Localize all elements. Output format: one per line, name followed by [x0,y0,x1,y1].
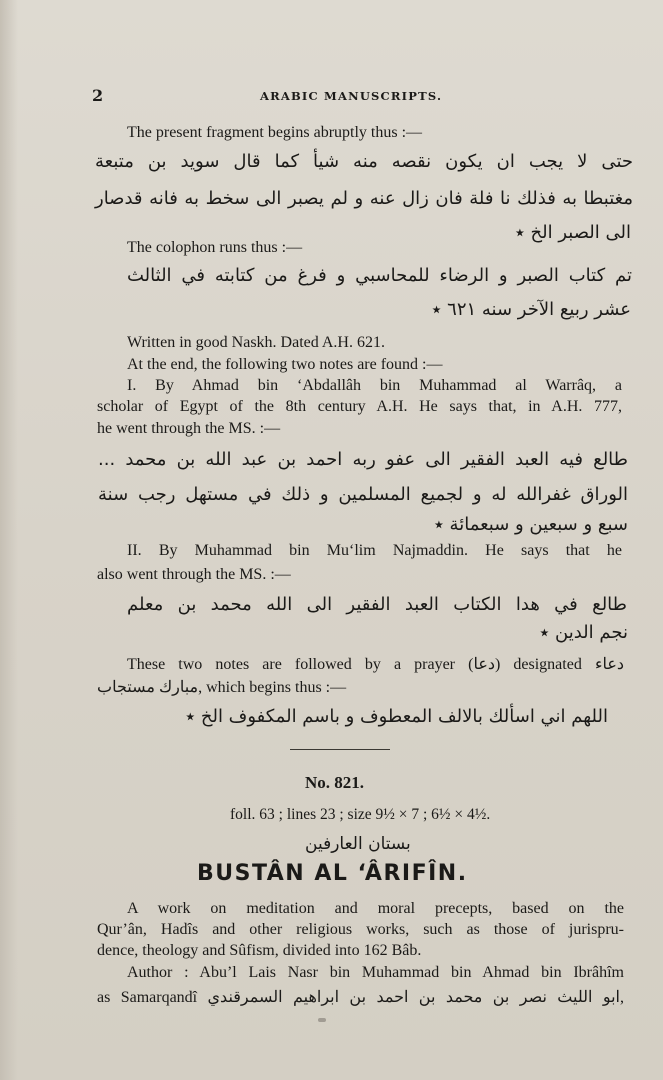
note1-arabic-line-3: سبع و سبعين و سبعمائة ٭ [434,514,628,535]
note1-line-3: he went through the MS. :— [97,420,281,437]
colophon-arabic-line-1: تم كتاب الصبر و الرضاء للمحاسبي و فرغ من كتابته في الثالث [127,265,632,286]
entry-desc-line-3: dence, theology and Sûfism, divided into 162 Bâb. [97,942,422,959]
entry-author-line-2: as Samarqandî ابو الليث نصر بن محمد بن احمد بن ابراهيم السمرقندي, [97,989,625,1006]
entry-author-line-1: Author : Abu’l Lais Nasr bin Muhammad bin Ahmad bin Ibrâhîm [127,964,624,981]
note1-arabic-line-1: طالع فيه العبد الفقير الى عفو ربه احمد بن عبد الله بن محمد ... [98,449,628,470]
colophon-arabic-line-2: عشر ربيع الآخر سنه ٦٢١ ٭ [431,299,631,320]
at-end-statement: At the end, the following two notes are found :— [127,356,443,373]
entry-desc-line-1: A work on meditation and moral precepts, based on the [127,900,624,917]
note1-arabic-line-2: الوراق غفرالله له و لجميع المسلمين و ذلك في مستهل رجب سنة [98,484,628,505]
colophon-intro: The colophon runs thus :— [127,239,303,256]
prayer-arabic-line: اللهم اني اسألك بالالف المعطوف و باسم المكفوف الخ ٭ [185,706,608,727]
section-divider [290,749,390,750]
written-statement: Written in good Naskh. Dated A.H. 621. [127,334,385,351]
fragment-arabic-line-2: مغتبطا به فذلك نا فلة فان زال عنه و لم يصبر الى سخط به فانه قدصار [95,188,633,209]
note2-arabic-line-2: نجم الدين ٭ [539,622,628,643]
entry-number: No. 821. [305,773,365,792]
page-edge-shadow [0,0,18,1080]
note2-line-2: also went through the MS. :— [97,566,291,583]
ink-smudge [318,1018,326,1022]
note2-arabic-line-1: طالع في هدا الكتاب العبد الفقير الى الله محمد بن معلم [127,594,627,615]
running-title: ARABIC MANUSCRIPTS. [260,89,443,103]
page-header [92,86,637,108]
note2-line-1: II. By Muhammad bin Mu‘lim Najmaddin. He says that he [127,542,622,559]
fragment-intro: The present fragment begins abruptly thus :— [127,124,423,141]
fragment-arabic-line-1: حتى لا يجب ان يكون نقصه منه شيأ كما قال سويد بن متبعة [95,151,633,172]
entry-desc-line-2: Qur’ân, Hadîs and other religious works, such as those of jurispru- [97,921,624,938]
prayer-line-1: These two notes are followed by a prayer (دعا) designated دعاء [127,656,625,673]
prayer-line-2: مبارك مستجاب, which begins thus :— [97,679,347,696]
page-number: 2 [92,86,104,105]
entry-title: BUSTÂN AL ‘ÂRIFÎN. [197,861,468,886]
note1-line-1: I. By Ahmad bin ‘Abdallâh bin Muhammad al Warrâq, a [127,377,622,394]
fragment-arabic-line-3: الى الصبر الخ ٭ [514,222,631,243]
entry-title-arabic: بستان العارفين [305,834,411,854]
entry-foll: foll. 63 ; lines 23 ; size 9½ × 7 ; 6½ × 4½. [230,806,491,823]
note1-line-2: scholar of Egypt of the 8th century A.H. He says that, in A.H. 777, [97,398,622,415]
